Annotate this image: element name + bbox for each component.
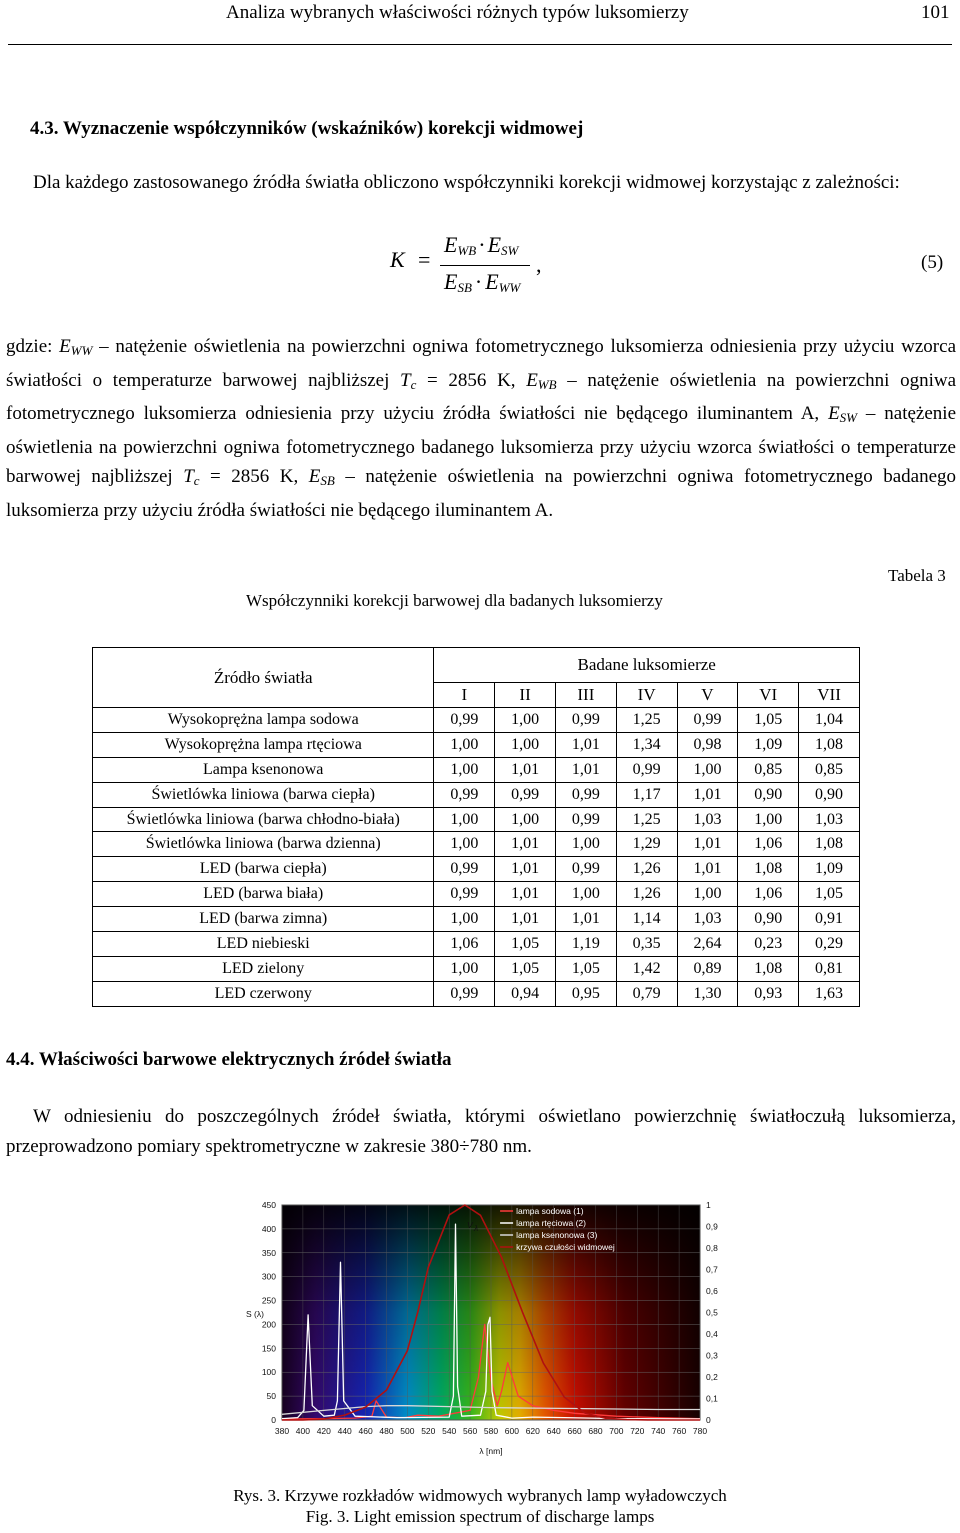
section-heading-4-4: 4.4. Właściwości barwowe elektrycznych źródeł światła bbox=[6, 1049, 452, 1070]
row-source: Świetlówka liniowa (barwa chłodno-biała) bbox=[93, 807, 434, 832]
cell-value: 1,00 bbox=[434, 907, 495, 932]
cell-value: 1,25 bbox=[616, 707, 677, 732]
column-header-5: V bbox=[677, 683, 738, 708]
x-tick-label: 680 bbox=[588, 1426, 603, 1436]
x-tick-label: 420 bbox=[316, 1426, 331, 1436]
cell-value: 1,08 bbox=[799, 732, 860, 757]
legend-entry: lampa ksenonowa (3) bbox=[516, 1230, 598, 1240]
x-tick-label: 440 bbox=[337, 1426, 352, 1436]
y-axis-label: S (λ) bbox=[246, 1309, 264, 1319]
table-row bbox=[93, 732, 860, 757]
cell-value: 1,01 bbox=[495, 832, 556, 857]
cell-value: 1,05 bbox=[555, 956, 616, 981]
y2-tick-label: 0,4 bbox=[706, 1329, 718, 1339]
formula-5 bbox=[388, 232, 558, 302]
curve-label-sub: λ bbox=[473, 1223, 479, 1233]
table-header-row-1 bbox=[93, 648, 860, 683]
figure-caption-en: Fig. 3. Light emission spectrum of discharge lamps bbox=[305, 1507, 655, 1526]
cell-value: 1,17 bbox=[616, 782, 677, 807]
x-tick-label: 720 bbox=[630, 1426, 645, 1436]
y-tick-label: 350 bbox=[261, 1247, 276, 1258]
cell-value: 0,99 bbox=[555, 807, 616, 832]
table-row bbox=[93, 932, 860, 957]
cell-value: 1,00 bbox=[434, 757, 495, 782]
page-number: 101 bbox=[921, 2, 950, 23]
cell-value: 0,29 bbox=[799, 932, 860, 957]
column-header-7: VII bbox=[799, 683, 860, 708]
cell-value: 1,00 bbox=[495, 707, 556, 732]
y-tick-label: 0 bbox=[271, 1415, 276, 1425]
x-tick-label: 660 bbox=[567, 1426, 582, 1436]
cell-value: 0,35 bbox=[616, 932, 677, 957]
y2-tick-label: 0,8 bbox=[706, 1243, 718, 1253]
spectra-paragraph: W odniesieniu do poszczególnych źródeł światła, którymi oświetlano powierzchnię światłoczułą luksomierza, przeprowadzono pomiary spektrometryczne w zakresie 380÷780 nm. bbox=[6, 1106, 956, 1157]
cell-value: 0,99 bbox=[555, 782, 616, 807]
y-tick-label: 450 bbox=[261, 1200, 276, 1210]
cell-value: 1,06 bbox=[738, 832, 799, 857]
cell-value: 1,01 bbox=[677, 857, 738, 882]
table-row bbox=[93, 782, 860, 807]
row-source: LED (barwa biała) bbox=[93, 882, 434, 907]
y-tick-label: 200 bbox=[261, 1319, 276, 1330]
cell-value: 1,00 bbox=[434, 807, 495, 832]
cell-value: 1,01 bbox=[555, 757, 616, 782]
x-tick-label: 520 bbox=[421, 1426, 436, 1436]
cell-value: 1,19 bbox=[555, 932, 616, 957]
row-source: LED niebieski bbox=[93, 932, 434, 957]
x-tick-label: 740 bbox=[651, 1426, 666, 1436]
cell-value: 0,91 bbox=[799, 907, 860, 932]
y2-tick-label: 0,7 bbox=[706, 1264, 718, 1275]
table-row bbox=[93, 807, 860, 832]
column-header-3: III bbox=[555, 683, 616, 708]
cell-value: 1,09 bbox=[738, 732, 799, 757]
spectrum-chart bbox=[236, 1195, 726, 1465]
x-tick-label: 580 bbox=[483, 1426, 499, 1436]
equation-number: (5) bbox=[921, 252, 944, 273]
x-tick-label: 700 bbox=[609, 1426, 624, 1436]
cell-value: 0,93 bbox=[738, 981, 799, 1006]
cell-value: 0,99 bbox=[434, 882, 495, 907]
legend-entry: lampa sodowa (1) bbox=[516, 1206, 584, 1216]
table-label: Tabela 3 bbox=[888, 566, 946, 585]
cell-value: 1,01 bbox=[555, 907, 616, 932]
y2-tick-label: 0,1 bbox=[706, 1393, 718, 1404]
column-header-1: I bbox=[434, 683, 495, 708]
table-row bbox=[93, 857, 860, 882]
cell-value: 1,30 bbox=[677, 981, 738, 1006]
cell-value: 1,00 bbox=[555, 832, 616, 857]
cell-value: 0,90 bbox=[738, 782, 799, 807]
cell-value: 1,01 bbox=[495, 907, 556, 932]
row-source: Wysokoprężna lampa sodowa bbox=[93, 707, 434, 732]
cell-value: 1,06 bbox=[434, 932, 495, 957]
cell-value: 1,63 bbox=[799, 981, 860, 1006]
running-header bbox=[0, 0, 960, 40]
table-row bbox=[93, 757, 860, 782]
cell-value: 0,95 bbox=[555, 981, 616, 1006]
formula-lhs: K bbox=[390, 247, 405, 272]
section-heading-4-3: 4.3. Wyznaczenie współczynników (wskaźników) korekcji widmowej bbox=[30, 118, 584, 139]
y2-tick-label: 0,2 bbox=[706, 1372, 718, 1382]
cell-value: 1,08 bbox=[738, 956, 799, 981]
cell-value: 1,01 bbox=[495, 757, 556, 782]
cell-value: 0,99 bbox=[555, 857, 616, 882]
x-tick-label: 480 bbox=[379, 1426, 394, 1436]
cell-value: 1,01 bbox=[495, 882, 556, 907]
intro-paragraph: Dla każdego zastosowanego źródła światła obliczono współczynniki korekcji widmowej korzystając z zależności: bbox=[33, 172, 900, 193]
source-header: Źródło światła bbox=[93, 648, 434, 708]
formula-comma: , bbox=[536, 252, 542, 277]
cell-value: 1,05 bbox=[738, 707, 799, 732]
cell-value: 1,00 bbox=[495, 807, 556, 832]
cell-value: 1,03 bbox=[677, 907, 738, 932]
cell-value: 1,08 bbox=[738, 857, 799, 882]
cell-value: 0,79 bbox=[616, 981, 677, 1006]
running-header-title: Analiza wybranych właściwości różnych typów luksomierzy bbox=[226, 2, 689, 23]
correction-table bbox=[92, 647, 860, 1007]
x-tick-label: 380 bbox=[274, 1426, 290, 1436]
cell-value: 1,00 bbox=[495, 732, 556, 757]
cell-value: 1,26 bbox=[616, 882, 677, 907]
row-source: LED (barwa zimna) bbox=[93, 907, 434, 932]
cell-value: 0,99 bbox=[677, 707, 738, 732]
row-source: LED czerwony bbox=[93, 981, 434, 1006]
table-row bbox=[93, 832, 860, 857]
cell-value: 1,00 bbox=[738, 807, 799, 832]
cell-value: 1,14 bbox=[616, 907, 677, 932]
table-row bbox=[93, 981, 860, 1006]
formula-equals: = bbox=[418, 247, 431, 272]
cell-value: 1,01 bbox=[555, 732, 616, 757]
x-tick-label: 600 bbox=[504, 1426, 519, 1436]
row-source: LED zielony bbox=[93, 956, 434, 981]
cell-value: 1,25 bbox=[616, 807, 677, 832]
y2-tick-label: 0,9 bbox=[706, 1221, 718, 1232]
cell-value: 1,00 bbox=[677, 882, 738, 907]
cell-value: 0,98 bbox=[677, 732, 738, 757]
cell-value: 1,01 bbox=[677, 832, 738, 857]
cell-value: 0,99 bbox=[555, 707, 616, 732]
table-row bbox=[93, 882, 860, 907]
definitions-paragraph: gdzie: $E_{WW}$ – natężenie oświetlenia na powierzchni ogniwa fotometrycznego luksomierza odniesienia przy użyciu wzorca światłości o temperaturze barwowej najbliższej $T_c = 2856$ K, $E_{WB}$ – natężenie oświetlenia na powierzchni ogniwa fotometrycznego luksomierza odniesienia przy użyciu źródła światłości nie będącego iluminantem A, $E_{SW}$ – natężenie oświetlenia na powierzchni ogniwa fotometrycznego badanego luksomierza przy użyciu wzorca światłości o temperaturze barwowej najbliższej $T_c = 2856$ K, $E_{SB}$ – natężenie oświetlenia na powierzchni ogniwa fotometrycznego badanego luksomierza przy użyciu źródła światłości nie będącego iluminantem A. bbox=[6, 336, 957, 521]
cell-value: 1,06 bbox=[738, 882, 799, 907]
figure-caption-pl: Rys. 3. Krzywe rozkładów widmowych wybranych lamp wyładowczych bbox=[233, 1486, 727, 1505]
x-axis-label: λ [nm] bbox=[479, 1446, 503, 1456]
cell-value: 0,94 bbox=[495, 981, 556, 1006]
y-tick-label: 50 bbox=[266, 1391, 276, 1402]
formula-denominator: $E_{SB} \cdot E_{WW}$ bbox=[444, 269, 521, 295]
x-tick-label: 560 bbox=[463, 1426, 478, 1436]
fraction-bar bbox=[440, 265, 530, 266]
cell-value: 1,29 bbox=[616, 832, 677, 857]
cell-value: 1,00 bbox=[677, 757, 738, 782]
row-source: Świetlówka liniowa (barwa dzienna) bbox=[93, 832, 434, 857]
y2-tick-label: 0,5 bbox=[706, 1307, 718, 1318]
x-tick-label: 400 bbox=[295, 1426, 310, 1436]
y-tick-label: 100 bbox=[261, 1367, 276, 1378]
cell-value: 1,08 bbox=[799, 832, 860, 857]
cell-value: 0,89 bbox=[677, 956, 738, 981]
cell-value: 1,04 bbox=[799, 707, 860, 732]
table-row bbox=[93, 907, 860, 932]
y-tick-label: 400 bbox=[261, 1223, 276, 1234]
cell-value: 1,01 bbox=[677, 782, 738, 807]
y-tick-label: 150 bbox=[261, 1343, 276, 1354]
y-tick-label: 250 bbox=[261, 1295, 276, 1306]
cell-value: 0,99 bbox=[434, 707, 495, 732]
column-header-2: II bbox=[495, 683, 556, 708]
cell-value: 1,00 bbox=[555, 882, 616, 907]
column-header-6: VI bbox=[738, 683, 799, 708]
cell-value: 1,00 bbox=[434, 956, 495, 981]
table-row bbox=[93, 956, 860, 981]
cell-value: 1,09 bbox=[799, 857, 860, 882]
formula-numerator: $E_{WB}\cdot E_{SW}$ bbox=[444, 232, 519, 258]
legend-entry: krzywa czułości widmowej bbox=[516, 1242, 615, 1252]
cell-value: 1,00 bbox=[434, 732, 495, 757]
x-tick-label: 460 bbox=[358, 1426, 373, 1436]
table-row bbox=[93, 707, 860, 732]
cell-value: 0,85 bbox=[799, 757, 860, 782]
column-header-4: IV bbox=[616, 683, 677, 708]
cell-value: 0,23 bbox=[738, 932, 799, 957]
cell-value: 0,99 bbox=[495, 782, 556, 807]
x-tick-label: 760 bbox=[672, 1426, 687, 1436]
cell-value: 0,85 bbox=[738, 757, 799, 782]
row-source: Świetlówka liniowa (barwa ciepła) bbox=[93, 782, 434, 807]
cell-value: 1,01 bbox=[495, 857, 556, 882]
cell-value: 1,34 bbox=[616, 732, 677, 757]
cell-value: 0,90 bbox=[738, 907, 799, 932]
row-source: LED (barwa ciepła) bbox=[93, 857, 434, 882]
row-source: Lampa ksenonowa bbox=[93, 757, 434, 782]
table-title: Współczynniki korekcji barwowej dla badanych luksomierzy bbox=[246, 591, 663, 610]
cell-value: 0,90 bbox=[799, 782, 860, 807]
header-rule bbox=[8, 44, 952, 45]
cell-value: 1,26 bbox=[616, 857, 677, 882]
x-tick-label: 620 bbox=[525, 1426, 540, 1436]
group-header: Badane luksomierze bbox=[434, 648, 860, 683]
cell-value: 0,99 bbox=[616, 757, 677, 782]
y2-tick-label: 0,6 bbox=[706, 1286, 718, 1296]
cell-value: 2,64 bbox=[677, 932, 738, 957]
cell-value: 0,99 bbox=[434, 782, 495, 807]
row-source: Wysokoprężna lampa rtęciowa bbox=[93, 732, 434, 757]
cell-value: 0,99 bbox=[434, 981, 495, 1006]
y2-tick-label: 0 bbox=[706, 1415, 711, 1425]
cell-value: 1,05 bbox=[495, 932, 556, 957]
cell-value: 0,81 bbox=[799, 956, 860, 981]
y2-tick-label: 1 bbox=[706, 1200, 711, 1210]
cell-value: 1,00 bbox=[434, 832, 495, 857]
y-tick-label: 300 bbox=[261, 1271, 276, 1282]
x-tick-label: 500 bbox=[400, 1426, 415, 1436]
curve-label: V bbox=[466, 1220, 473, 1230]
x-tick-label: 780 bbox=[692, 1426, 708, 1436]
cell-value: 1,05 bbox=[799, 882, 860, 907]
cell-value: 1,03 bbox=[677, 807, 738, 832]
y2-tick-label: 0,3 bbox=[706, 1350, 718, 1361]
legend-entry: lampa rtęciowa (2) bbox=[516, 1218, 587, 1228]
x-tick-label: 640 bbox=[546, 1426, 561, 1436]
cell-value: 1,05 bbox=[495, 956, 556, 981]
cell-value: 1,03 bbox=[799, 807, 860, 832]
x-tick-label: 540 bbox=[442, 1426, 457, 1436]
cell-value: 0,99 bbox=[434, 857, 495, 882]
cell-value: 1,42 bbox=[616, 956, 677, 981]
